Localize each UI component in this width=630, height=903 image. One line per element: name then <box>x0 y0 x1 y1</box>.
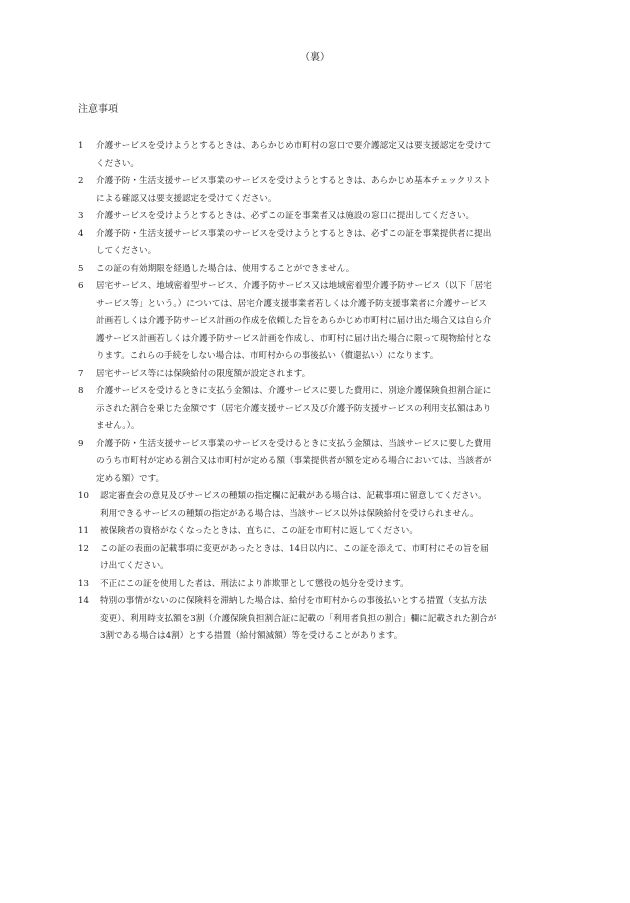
note-line: のうち市町村が定める割合又は市町村が定める額（事業提供者が額を定める場合においては、当該者が <box>96 456 492 466</box>
note-number: 2 <box>78 176 84 186</box>
note-item <box>78 366 560 384</box>
note-number: 7 <box>78 368 84 379</box>
note-text <box>96 436 560 489</box>
note-line: ります。これらの手続をしない場合は、市町村からの事後払い（償還払い）になります。 <box>96 351 439 361</box>
note-text <box>96 173 560 208</box>
page-side-label: （裏） <box>300 52 330 63</box>
note-text <box>96 138 560 173</box>
note-item <box>78 523 560 541</box>
note-line: ください。 <box>96 158 139 169</box>
note-number: 13 <box>78 578 89 589</box>
note-line: 3割である場合は4割）とする措置（給付額減額）等を受けることがあります。 <box>100 631 403 641</box>
note-line: 示された割合を乗じた金額です（居宅介護支援サービス及び介護予防支援サービスの利用支払額はあり <box>96 403 492 414</box>
note-line: してください。 <box>96 246 157 256</box>
note-line: け出てください。 <box>100 561 169 571</box>
note-line: 変更）、利用時支払額を3割（介護保険負担割合証に記載の「利用者負担の割合」欄に記載された割合が <box>100 613 497 624</box>
note-item <box>78 488 560 523</box>
note-line: 介護予防・生活支援サービス事業のサービスを受けようとするときは、必ずこの証を事業提供者に提出 <box>96 228 492 239</box>
note-item <box>78 383 560 436</box>
notes-list <box>78 138 560 646</box>
note-number: 11 <box>78 526 89 536</box>
note-line: 特別の事情がないのに保険料を滞納した場合は、給付を市町村からの事後払いとする措置（支払方法 <box>100 596 487 606</box>
note-line: 介護予防・生活支援サービス事業のサービスを受けようとするときは、あらかじめ基本チェックリスト <box>96 176 491 186</box>
note-item <box>78 278 560 366</box>
note-line: 居宅サービス等には保険給付の限度額が設定されます。 <box>96 368 311 379</box>
note-line: この証の表面の記載事項に変更があったときは、14日以内に、この証を添えて、市町村にその旨を届 <box>100 543 489 554</box>
note-item <box>78 261 560 279</box>
note-number: 10 <box>78 491 89 501</box>
note-text <box>100 593 560 646</box>
note-line: 居宅サービス、地域密着型サービス、介護予防サービス又は地域密着型介護予防サービス（以下「居宅 <box>96 281 492 291</box>
note-line: サービス等」という。）については、居宅介護支援事業者若しくは介護予防支援事業者に介護サービス <box>96 298 487 309</box>
note-item <box>78 173 560 208</box>
note-text <box>96 208 560 226</box>
note-line: 介護サービスを受けるときに支払う金額は、介護サービスに要した費用に、別途介護保険負担割合証に <box>96 386 492 396</box>
note-line: による確認又は要支援認定を受けてください。 <box>96 193 277 204</box>
note-number: 4 <box>78 228 84 239</box>
note-number: 12 <box>78 543 89 554</box>
note-item <box>78 541 560 576</box>
note-line: この証の有効期限を経過した場合は、使用することができません。 <box>96 263 355 274</box>
note-item <box>78 436 560 489</box>
note-number: 14 <box>78 596 89 606</box>
note-line: 定める額）です。 <box>96 473 165 484</box>
note-item <box>78 593 560 646</box>
note-text <box>100 488 560 523</box>
note-text <box>96 366 560 384</box>
note-line: 不正にこの証を使用した者は、刑法により詐欺罪として懲役の処分を受けます。 <box>100 578 409 589</box>
note-text <box>96 226 560 261</box>
note-text <box>100 541 560 576</box>
note-line: 介護予防・生活支援サービス事業のサービスを受けるときに支払う金額は、当該サービスに要した費用 <box>96 438 492 449</box>
note-text <box>96 261 560 279</box>
section-title: 注意事項 <box>78 104 118 115</box>
note-item <box>78 138 560 173</box>
note-line: 利用できるサービスの種類の指定がある場合は、当該サービス以外は保険給付を受けられません。 <box>100 508 479 519</box>
note-line: 計画若しくは介護予防サービス計画の作成を依頼した旨をあらかじめ市町村に届け出た場合又は自ら介 <box>96 316 492 326</box>
note-text <box>100 523 560 541</box>
note-line: ません。）。 <box>96 421 140 431</box>
note-item <box>78 226 560 261</box>
note-text <box>96 278 560 366</box>
note-number: 6 <box>78 281 84 291</box>
note-number: 3 <box>78 211 84 221</box>
note-line: 介護サービスを受けようとするときは、必ずこの証を事業者又は施設の窓口に提出してください。 <box>96 211 475 221</box>
note-line: 護サービス計画若しくは介護予防サービス計画を作成し、市町村に届け出た場合に限って現物給付とな <box>96 333 492 344</box>
note-line: 認定審査会の意見及びサービスの種類の指定欄に記載がある場合は、記載事項に留意してください。 <box>100 491 487 501</box>
note-number: 1 <box>78 141 84 151</box>
note-number: 8 <box>78 386 84 396</box>
note-line: 被保険者の資格がなくなったときは、直ちに、この証を市町村に返してください。 <box>100 526 418 536</box>
note-number: 9 <box>78 438 84 449</box>
note-text <box>100 576 560 594</box>
note-number: 5 <box>78 263 84 274</box>
note-line: 介護サービスを受けようとするときは、あらかじめ市町村の窓口で要介護認定又は要支援認定を受けて <box>96 141 492 151</box>
note-text <box>96 383 560 436</box>
note-item <box>78 208 560 226</box>
note-item <box>78 576 560 594</box>
